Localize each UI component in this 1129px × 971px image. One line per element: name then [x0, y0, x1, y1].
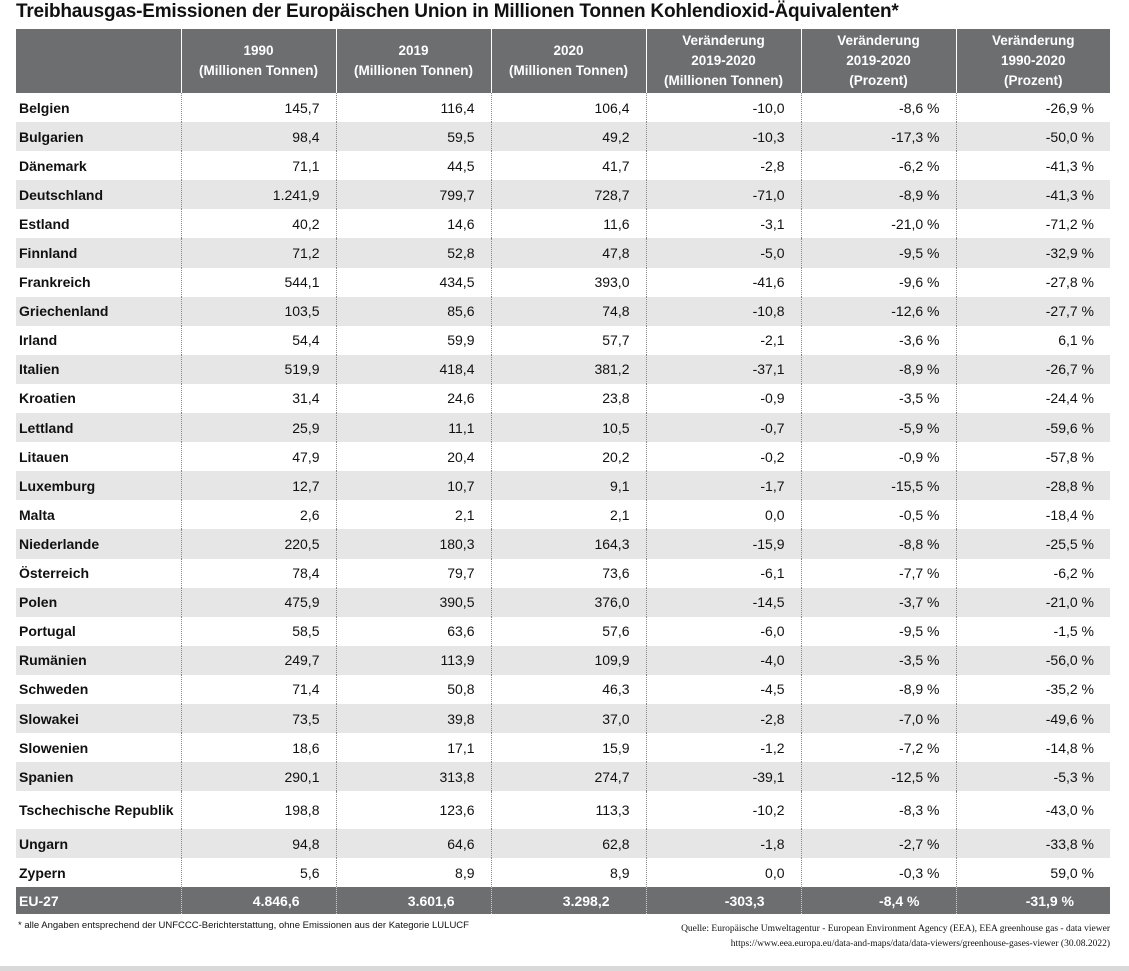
value-cell: 20,2: [491, 442, 646, 471]
value-cell: 71,2: [181, 238, 336, 267]
table-row: [16, 209, 1110, 238]
value-cell: 381,2: [491, 355, 646, 384]
table-row: [16, 617, 1110, 646]
table-row: [16, 559, 1110, 588]
table-row: [16, 588, 1110, 617]
value-cell: 249,7: [181, 646, 336, 675]
column-header-line2: 2019-2020: [846, 53, 911, 68]
value-cell: 18,6: [181, 733, 336, 762]
value-cell: -6,2 %: [956, 559, 1110, 588]
value-cell: -1,8: [646, 829, 801, 858]
bottom-bar: [0, 966, 1129, 971]
total-value-cell: 4.846,6: [181, 887, 336, 914]
value-cell: 94,8: [181, 829, 336, 858]
value-cell: 20,4: [336, 442, 491, 471]
column-header-line1: 1990: [243, 43, 274, 58]
table-row: [16, 829, 1110, 858]
value-cell: -3,6 %: [801, 326, 956, 355]
value-cell: -8,9 %: [801, 180, 956, 209]
value-cell: -12,5 %: [801, 762, 956, 791]
value-cell: 25,9: [181, 413, 336, 442]
value-cell: -10,0: [646, 93, 801, 122]
table-row: [16, 268, 1110, 297]
country-cell: Portugal: [19, 623, 76, 640]
value-cell: -37,1: [646, 355, 801, 384]
value-cell: -50,0 %: [956, 122, 1110, 151]
country-cell: Belgien: [19, 99, 70, 116]
country-cell: Dänemark: [19, 157, 87, 174]
country-cell: Griechenland: [16, 297, 181, 326]
value-cell: -59,6 %: [956, 413, 1110, 442]
table-row: [16, 791, 1110, 829]
column-header-line2: (Millionen Tonnen): [509, 63, 628, 78]
value-cell: -0,2: [646, 442, 801, 471]
value-cell: -14,8 %: [956, 733, 1110, 762]
value-cell: -14,5: [646, 588, 801, 617]
value-cell: -18,4 %: [956, 500, 1110, 529]
value-cell: 17,1: [336, 733, 491, 762]
value-cell: 164,3: [491, 529, 646, 558]
value-cell: 62,8: [491, 829, 646, 858]
value-cell: 0,0: [646, 858, 801, 887]
value-cell: 8,9: [336, 858, 491, 887]
value-cell: -7,2 %: [801, 733, 956, 762]
value-cell: 59,0 %: [956, 858, 1110, 887]
value-cell: -3,5 %: [801, 646, 956, 675]
value-cell: 98,4: [181, 122, 336, 151]
footnote: * alle Angaben entsprechend der UNFCCC-Berichterstattung, ohne Emissionen aus der Kategorie LULUCF: [18, 920, 469, 931]
value-cell: 57,6: [491, 617, 646, 646]
total-row: [16, 887, 1110, 914]
column-header-line1: Veränderung: [682, 33, 765, 48]
value-cell: 2,1: [336, 500, 491, 529]
table-row: [16, 471, 1110, 500]
table-row: [16, 500, 1110, 529]
value-cell: 78,4: [181, 559, 336, 588]
country-cell: Tschechische Republik: [19, 802, 174, 819]
country-cell: Litauen: [19, 448, 69, 465]
value-cell: 116,4: [336, 93, 491, 122]
value-cell: 434,5: [336, 268, 491, 297]
value-cell: 393,0: [491, 268, 646, 297]
country-cell: Zypern: [19, 864, 66, 881]
value-cell: 728,7: [491, 180, 646, 209]
value-cell: 50,8: [336, 675, 491, 704]
value-cell: -2,1: [646, 326, 801, 355]
country-cell: Spanien: [16, 762, 181, 791]
table-row: [16, 180, 1110, 209]
source-line-2: https://www.eea.europa.eu/data-and-maps/data/data-viewers/greenhouse-gases-viewer (30.08.2022): [730, 939, 1110, 949]
table-row: [16, 384, 1110, 413]
value-cell: -49,6 %: [956, 704, 1110, 733]
total-value-cell: -31,9 %: [956, 887, 1110, 914]
value-cell: -2,7 %: [801, 829, 956, 858]
column-header-line2: 1990-2020: [1000, 53, 1066, 68]
value-cell: -28,8 %: [956, 471, 1110, 500]
value-cell: 113,3: [491, 791, 646, 829]
value-cell: -3,1: [646, 209, 801, 238]
value-cell: -8,6 %: [801, 93, 956, 122]
value-cell: -9,5 %: [801, 617, 956, 646]
value-cell: -17,3 %: [801, 122, 956, 151]
value-cell: -9,6 %: [801, 268, 956, 297]
value-cell: 52,8: [336, 238, 491, 267]
value-cell: -8,8 %: [801, 529, 956, 558]
value-cell: 40,2: [181, 209, 336, 238]
value-cell: -0,5 %: [801, 500, 956, 529]
column-header-6: [956, 29, 1110, 93]
country-cell: Niederlande: [16, 529, 181, 558]
value-cell: -8,9 %: [801, 675, 956, 704]
value-cell: 799,7: [336, 180, 491, 209]
value-cell: 220,5: [181, 529, 336, 558]
column-header-3: [491, 29, 646, 93]
value-cell: 23,8: [491, 384, 646, 413]
column-header-line1: 2019: [398, 43, 429, 58]
value-cell: -15,5 %: [801, 471, 956, 500]
column-header-line1: Veränderung: [837, 33, 920, 48]
value-cell: 123,6: [336, 791, 491, 829]
table-title: Treibhausgas-Emissionen der Europäischen Union in Millionen Tonnen Kohlendioxid-Äquivalenten*: [16, 1, 899, 22]
value-cell: -6,0: [646, 617, 801, 646]
value-cell: 519,9: [181, 355, 336, 384]
source-line-1: Quelle: Europäische Umweltagentur - European Environment Agency (EEA), EEA greenhouse gas - data viewer: [681, 924, 1110, 934]
value-cell: -57,8 %: [956, 442, 1110, 471]
value-cell: 10,5: [491, 413, 646, 442]
table-row: [16, 762, 1110, 791]
country-cell: Bulgarien: [16, 122, 181, 151]
value-cell: -10,8: [646, 297, 801, 326]
value-cell: -1,2: [646, 733, 801, 762]
country-cell: Polen: [16, 588, 181, 617]
value-cell: -6,1: [646, 559, 801, 588]
value-cell: -0,9: [646, 384, 801, 413]
table-row: [16, 326, 1110, 355]
value-cell: 58,5: [181, 617, 336, 646]
value-cell: -8,9 %: [801, 355, 956, 384]
value-cell: -27,8 %: [956, 268, 1110, 297]
country-cell: Rumänien: [16, 646, 181, 675]
value-cell: -39,1: [646, 762, 801, 791]
table-row: [16, 297, 1110, 326]
value-cell: 85,6: [336, 297, 491, 326]
emissions-table: [16, 29, 1110, 914]
value-cell: -5,3 %: [956, 762, 1110, 791]
table-row: [16, 442, 1110, 471]
value-cell: 6,1 %: [956, 326, 1110, 355]
value-cell: -2,8: [646, 704, 801, 733]
table-row: [16, 413, 1110, 442]
value-cell: -71,2 %: [956, 209, 1110, 238]
total-value-cell: -8,4 %: [801, 887, 956, 914]
value-cell: 15,9: [491, 733, 646, 762]
value-cell: 290,1: [181, 762, 336, 791]
column-header-line3: (Millionen Tonnen): [664, 73, 783, 88]
value-cell: -10,2: [646, 791, 801, 829]
column-header-line2: (Millionen Tonnen): [354, 63, 473, 78]
value-cell: 390,5: [336, 588, 491, 617]
value-cell: -5,9 %: [801, 413, 956, 442]
value-cell: -21,0 %: [801, 209, 956, 238]
column-header-4: [646, 29, 801, 93]
value-cell: 2,6: [181, 500, 336, 529]
value-cell: -2,8: [646, 151, 801, 180]
value-cell: 79,7: [336, 559, 491, 588]
value-cell: 113,9: [336, 646, 491, 675]
value-cell: 74,8: [491, 297, 646, 326]
value-cell: -15,9: [646, 529, 801, 558]
table-row: [16, 529, 1110, 558]
value-cell: 313,8: [336, 762, 491, 791]
column-header-line2: (Millionen Tonnen): [199, 63, 318, 78]
value-cell: 180,3: [336, 529, 491, 558]
value-cell: 14,6: [336, 209, 491, 238]
country-cell: Irland: [19, 332, 58, 349]
value-cell: 39,8: [336, 704, 491, 733]
value-cell: 274,7: [491, 762, 646, 791]
total-value-cell: -303,3: [646, 887, 801, 914]
value-cell: 10,7: [336, 471, 491, 500]
value-cell: -6,2 %: [801, 151, 956, 180]
value-cell: 41,7: [491, 151, 646, 180]
value-cell: 109,9: [491, 646, 646, 675]
column-header-line3: (Prozent): [849, 73, 908, 88]
value-cell: -0,3 %: [801, 858, 956, 887]
total-value-cell: 3.298,2: [491, 887, 646, 914]
value-cell: -56,0 %: [956, 646, 1110, 675]
value-cell: 44,5: [336, 151, 491, 180]
column-header-line2: 2019-2020: [691, 53, 756, 68]
value-cell: 9,1: [491, 471, 646, 500]
value-cell: 49,2: [491, 122, 646, 151]
value-cell: 54,4: [181, 326, 336, 355]
value-cell: -3,7 %: [801, 588, 956, 617]
column-header-5: [801, 29, 956, 93]
value-cell: -8,3 %: [801, 791, 956, 829]
country-cell: Slowakei: [16, 704, 181, 733]
source-note: [681, 922, 1110, 952]
value-cell: 57,7: [491, 326, 646, 355]
table-row: [16, 704, 1110, 733]
country-cell: Kroatien: [19, 390, 76, 407]
value-cell: -3,5 %: [801, 384, 956, 413]
value-cell: -0,9 %: [801, 442, 956, 471]
value-cell: 47,9: [181, 442, 336, 471]
table-row: [16, 93, 1110, 122]
value-cell: -0,7: [646, 413, 801, 442]
table-row: [16, 151, 1110, 180]
country-cell: Schweden: [19, 681, 89, 698]
table-row: [16, 646, 1110, 675]
table-row: [16, 238, 1110, 267]
value-cell: -10,3: [646, 122, 801, 151]
table-row: [16, 675, 1110, 704]
value-cell: -33,8 %: [956, 829, 1110, 858]
total-label-cell: EU-27: [16, 887, 181, 914]
value-cell: -7,7 %: [801, 559, 956, 588]
value-cell: 64,6: [336, 829, 491, 858]
column-header-2: [336, 29, 491, 93]
value-cell: -5,0: [646, 238, 801, 267]
value-cell: -26,9 %: [956, 93, 1110, 122]
value-cell: -12,6 %: [801, 297, 956, 326]
value-cell: -35,2 %: [956, 675, 1110, 704]
country-cell: Frankreich: [19, 274, 91, 291]
value-cell: 8,9: [491, 858, 646, 887]
value-cell: 106,4: [491, 93, 646, 122]
value-cell: -32,9 %: [956, 238, 1110, 267]
value-cell: 145,7: [181, 93, 336, 122]
column-header-line1: Veränderung: [991, 33, 1075, 48]
value-cell: 73,5: [181, 704, 336, 733]
value-cell: 0,0: [646, 500, 801, 529]
value-cell: 2,1: [491, 500, 646, 529]
value-cell: -26,7 %: [956, 355, 1110, 384]
value-cell: -21,0 %: [956, 588, 1110, 617]
column-header-1: [181, 29, 336, 93]
value-cell: -41,3 %: [956, 180, 1110, 209]
value-cell: 103,5: [181, 297, 336, 326]
column-header-0: [16, 29, 181, 93]
value-cell: 71,4: [181, 675, 336, 704]
value-cell: 24,6: [336, 384, 491, 413]
value-cell: 47,8: [491, 238, 646, 267]
country-cell: Italien: [16, 355, 181, 384]
country-cell: Malta: [19, 506, 55, 523]
value-cell: -4,0: [646, 646, 801, 675]
value-cell: -7,0 %: [801, 704, 956, 733]
value-cell: -43,0 %: [956, 791, 1110, 829]
value-cell: 59,5: [336, 122, 491, 151]
value-cell: 1.241,9: [181, 180, 336, 209]
country-cell: Luxemburg: [16, 471, 181, 500]
value-cell: 11,1: [336, 413, 491, 442]
table-row: [16, 733, 1110, 762]
value-cell: 198,8: [181, 791, 336, 829]
value-cell: -24,4 %: [956, 384, 1110, 413]
value-cell: 376,0: [491, 588, 646, 617]
table-row: [16, 355, 1110, 384]
value-cell: 37,0: [491, 704, 646, 733]
value-cell: 73,6: [491, 559, 646, 588]
column-header-line3: (Prozent): [1004, 73, 1063, 88]
value-cell: 63,6: [336, 617, 491, 646]
value-cell: -41,6: [646, 268, 801, 297]
value-cell: -4,5: [646, 675, 801, 704]
value-cell: 46,3: [491, 675, 646, 704]
country-cell: Lettland: [16, 413, 181, 442]
value-cell: 544,1: [181, 268, 336, 297]
value-cell: 418,4: [336, 355, 491, 384]
value-cell: -1,5 %: [956, 617, 1110, 646]
country-cell: Deutschland: [16, 180, 181, 209]
country-cell: Finnland: [16, 238, 181, 267]
column-header-line1: 2020: [553, 43, 584, 58]
country-cell: Slowenien: [19, 739, 89, 756]
header-row: [16, 29, 1110, 93]
value-cell: 5,6: [181, 858, 336, 887]
country-cell: Ungarn: [16, 829, 181, 858]
country-cell: Estland: [19, 215, 70, 232]
country-cell: Österreich: [19, 565, 90, 582]
value-cell: 475,9: [181, 588, 336, 617]
value-cell: -9,5 %: [801, 238, 956, 267]
value-cell: 12,7: [181, 471, 336, 500]
value-cell: -41,3 %: [956, 151, 1110, 180]
value-cell: 71,1: [181, 151, 336, 180]
value-cell: -1,7: [646, 471, 801, 500]
value-cell: -27,7 %: [956, 297, 1110, 326]
value-cell: 59,9: [336, 326, 491, 355]
value-cell: -25,5 %: [956, 529, 1110, 558]
total-value-cell: 3.601,6: [336, 887, 491, 914]
value-cell: 31,4: [181, 384, 336, 413]
table-row: [16, 858, 1110, 887]
table-body: [16, 93, 1110, 887]
value-cell: 11,6: [491, 209, 646, 238]
value-cell: -71,0: [646, 180, 801, 209]
table-row: [16, 122, 1110, 151]
